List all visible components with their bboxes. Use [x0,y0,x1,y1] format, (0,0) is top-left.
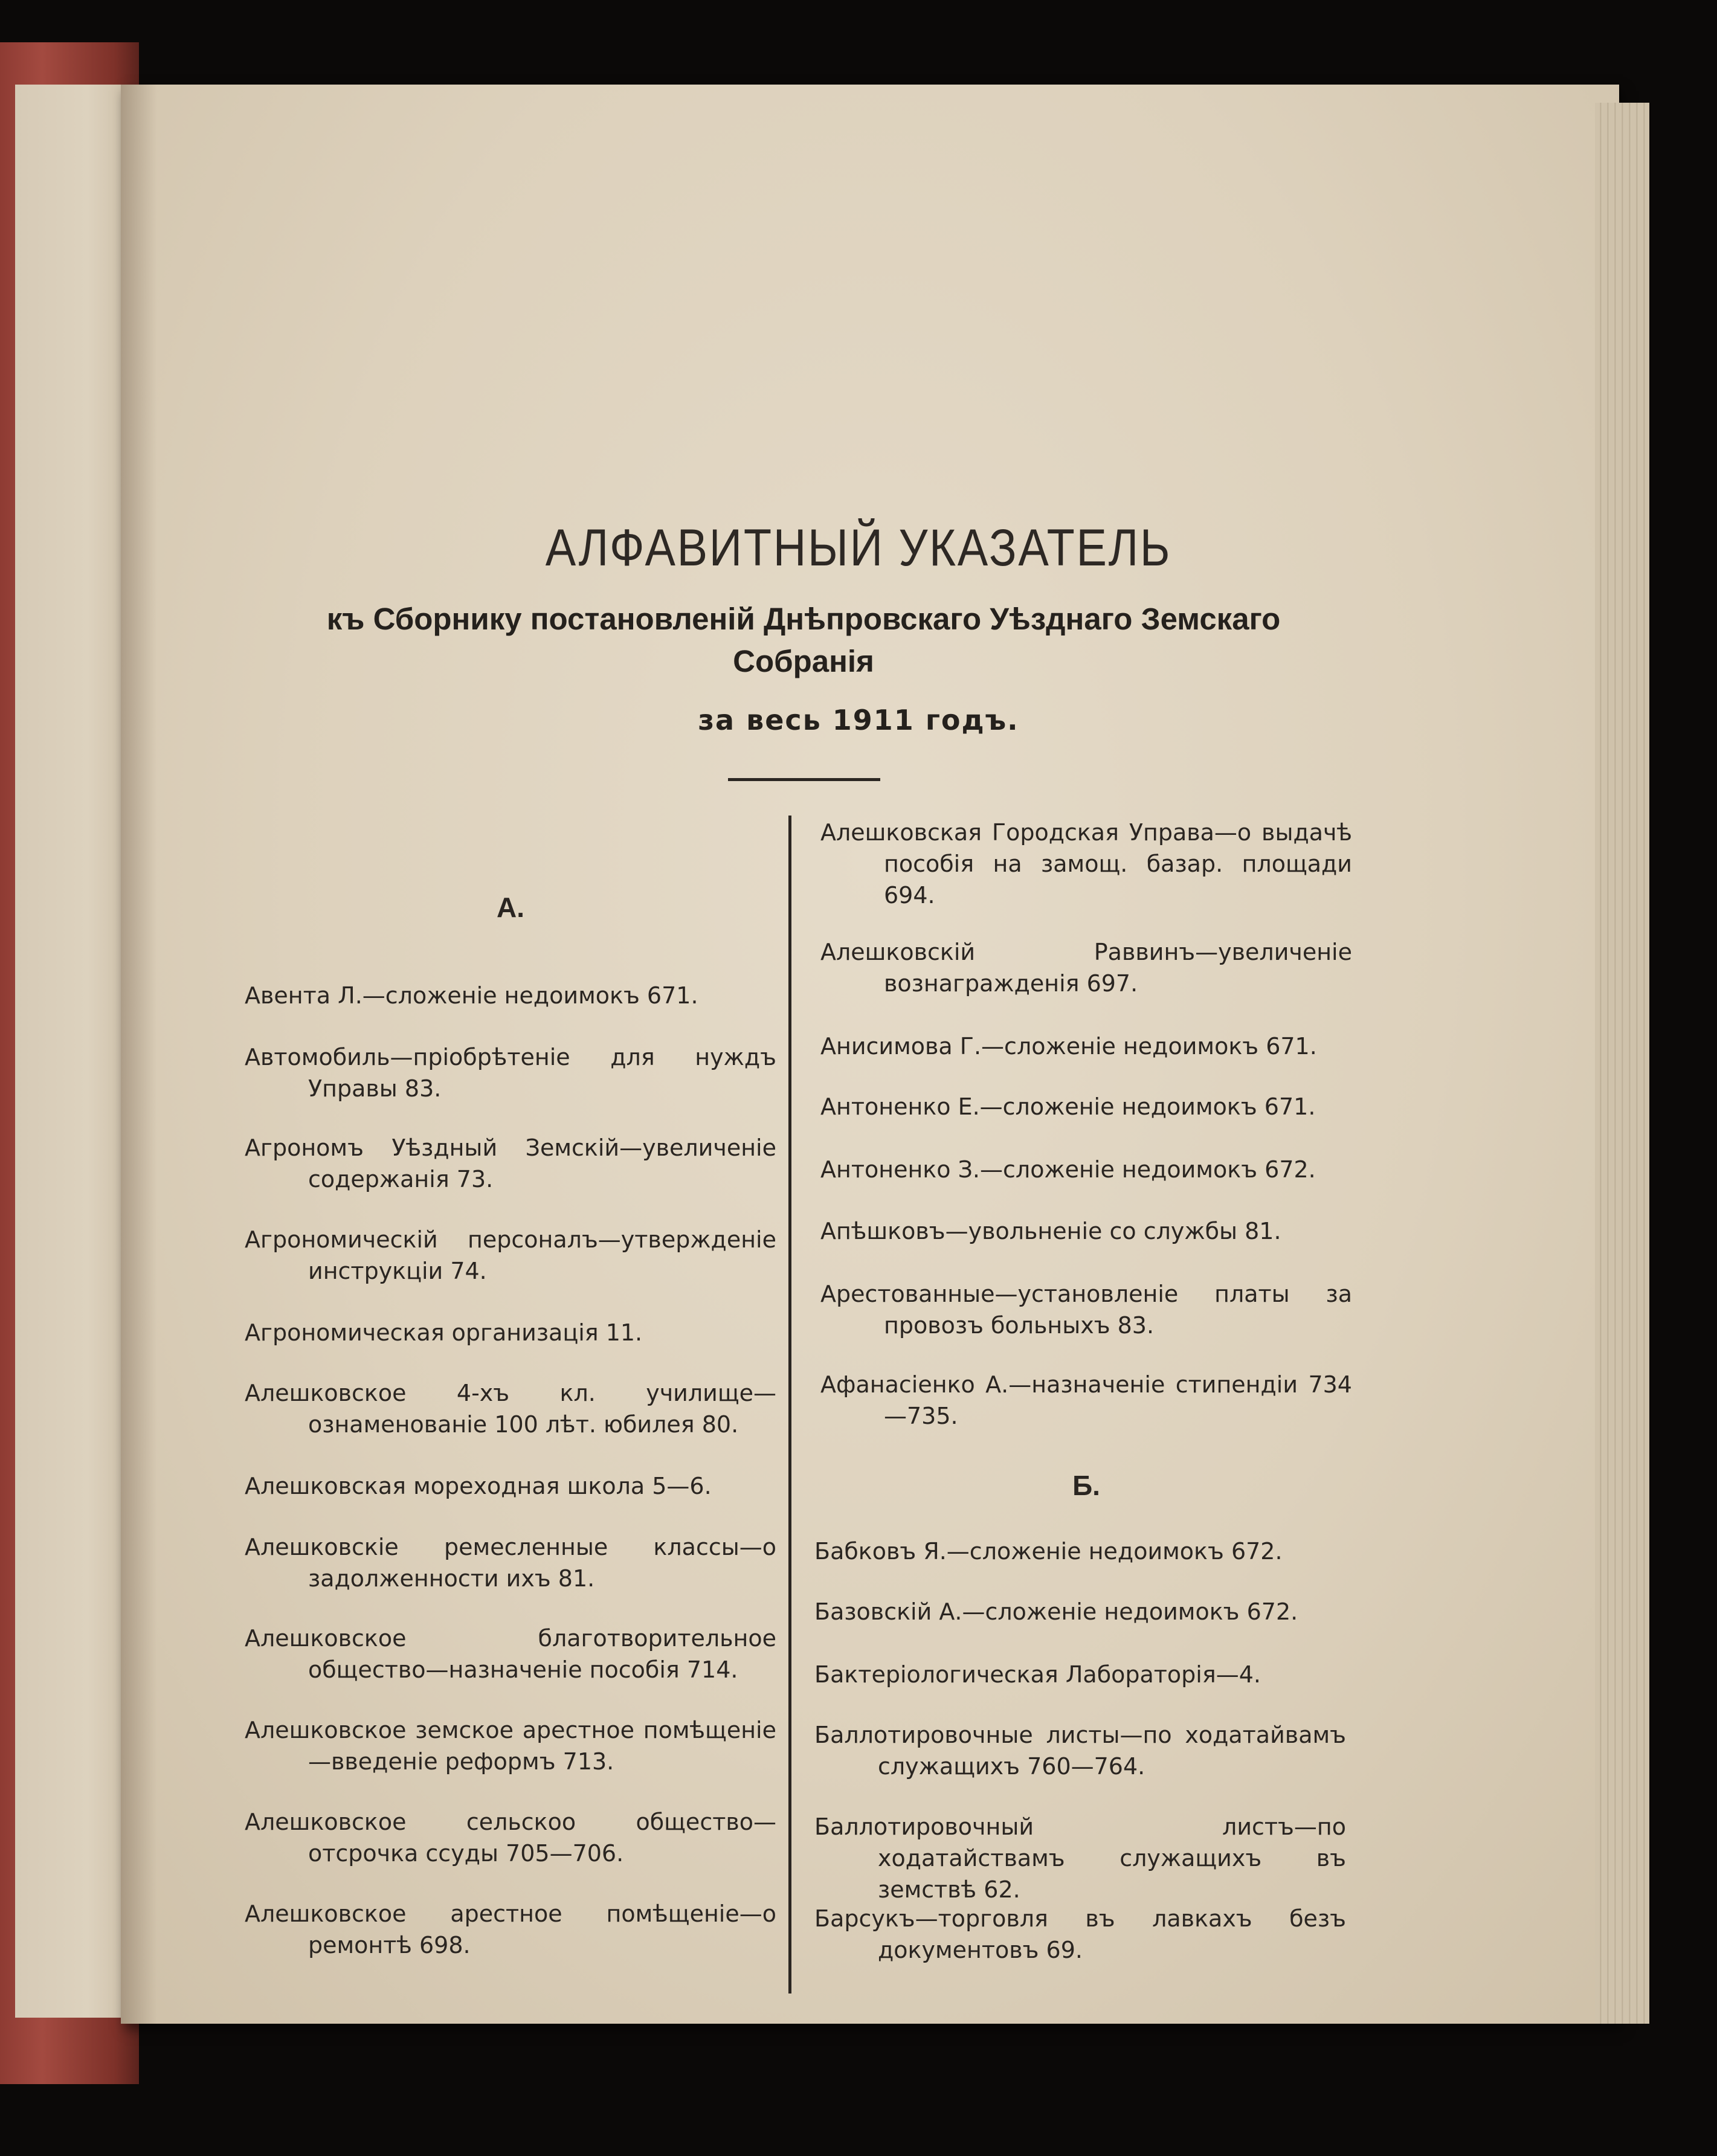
page-subtitle: къ Сборнику постановленій Днѣпровскаго Уѣзднаго Земскаго Собранія [326,602,1281,678]
index-entry: Автомобиль—пріобрѣтеніе для нуждъ Управы 83. [245,1044,776,1102]
page-title: АЛФАВИТНЫЙ УКАЗАТЕЛЬ [545,519,1172,577]
index-entry: Барсукъ—торговля въ лавкахъ безъ документовъ 69. [814,1905,1346,1963]
facing-page-edge [15,85,133,2018]
index-entry: Алешковское арестное помѣщеніе—о ремонтѣ 698. [245,1900,776,1958]
index-entry: Алешковское сельскоо общество—отсрочка ссуды 705—706. [245,1809,776,1867]
title-rule [728,778,880,781]
index-entry: Анисимова Г.—сложеніе недоимокъ 671. [820,1033,1317,1060]
index-entry: Бабковъ Я.—сложеніе недоимокъ 672. [814,1538,1283,1565]
index-entry: Агрономическій персоналъ—утвержденіе инструкціи 74. [245,1226,776,1284]
index-entry: Авента Л.—сложеніе недоимокъ 671. [245,982,698,1009]
index-entry: Афанасіенко А.—назначеніе стипендіи 734—735. [820,1371,1352,1429]
index-entry: Алешковскій Раввинъ—увеличеніе вознагражденія 697. [820,939,1352,997]
index-entry: Апѣшковъ—увольненіе со службы 81. [820,1218,1281,1244]
section-letter-a: А. [497,892,524,923]
index-entry: Алешковскіе ремесленные классы—о задолженности ихъ 81. [245,1534,776,1592]
index-entry: Алешковское благотворительное общество—назначеніе пособія 714. [245,1625,776,1683]
index-entry: Алешковское земское арестное помѣщеніе—введеніе реформъ 713. [245,1717,776,1775]
page-gutter-shadow [121,85,157,2024]
index-entry: Алешковское 4-хъ кл. училище—ознаменованіе 100 лѣт. юбилея 80. [245,1380,776,1438]
index-entry: Алешковская Городская Управа—о выдачѣ пособія на замощ. базар. площади 694. [820,819,1352,909]
index-entry: Баллотировочный листъ—по ходатайствамъ служащихъ въ земствѣ 62. [814,1813,1346,1903]
index-entry: Агрономическая организація 11. [245,1319,643,1346]
index-entry: Арестованные—установленіе платы за провозъ больныхъ 83. [820,1281,1352,1339]
index-entry: Антоненко З.—сложеніе недоимокъ 672. [820,1156,1316,1183]
year-line: за весь 1911 годъ. [698,704,1019,736]
index-entry: Баллотировочные листы—по ходатайвамъ служащихъ 760—764. [814,1722,1346,1780]
index-entry: Антоненко Е.—сложеніе недоимокъ 671. [820,1093,1316,1120]
section-letter-b: Б. [1072,1470,1100,1501]
index-entry: Алешковская мореходная школа 5—6. [245,1473,712,1499]
column-divider [788,816,791,1993]
page-stack-edges [1595,103,1649,2024]
index-entry: Агрономъ Уѣздный Земскій—увеличеніе содержанія 73. [245,1134,776,1192]
index-entry: Базовскій А.—сложеніе недоимокъ 672. [814,1598,1298,1625]
index-entry: Бактеріологическая Лабораторія—4. [814,1661,1261,1688]
